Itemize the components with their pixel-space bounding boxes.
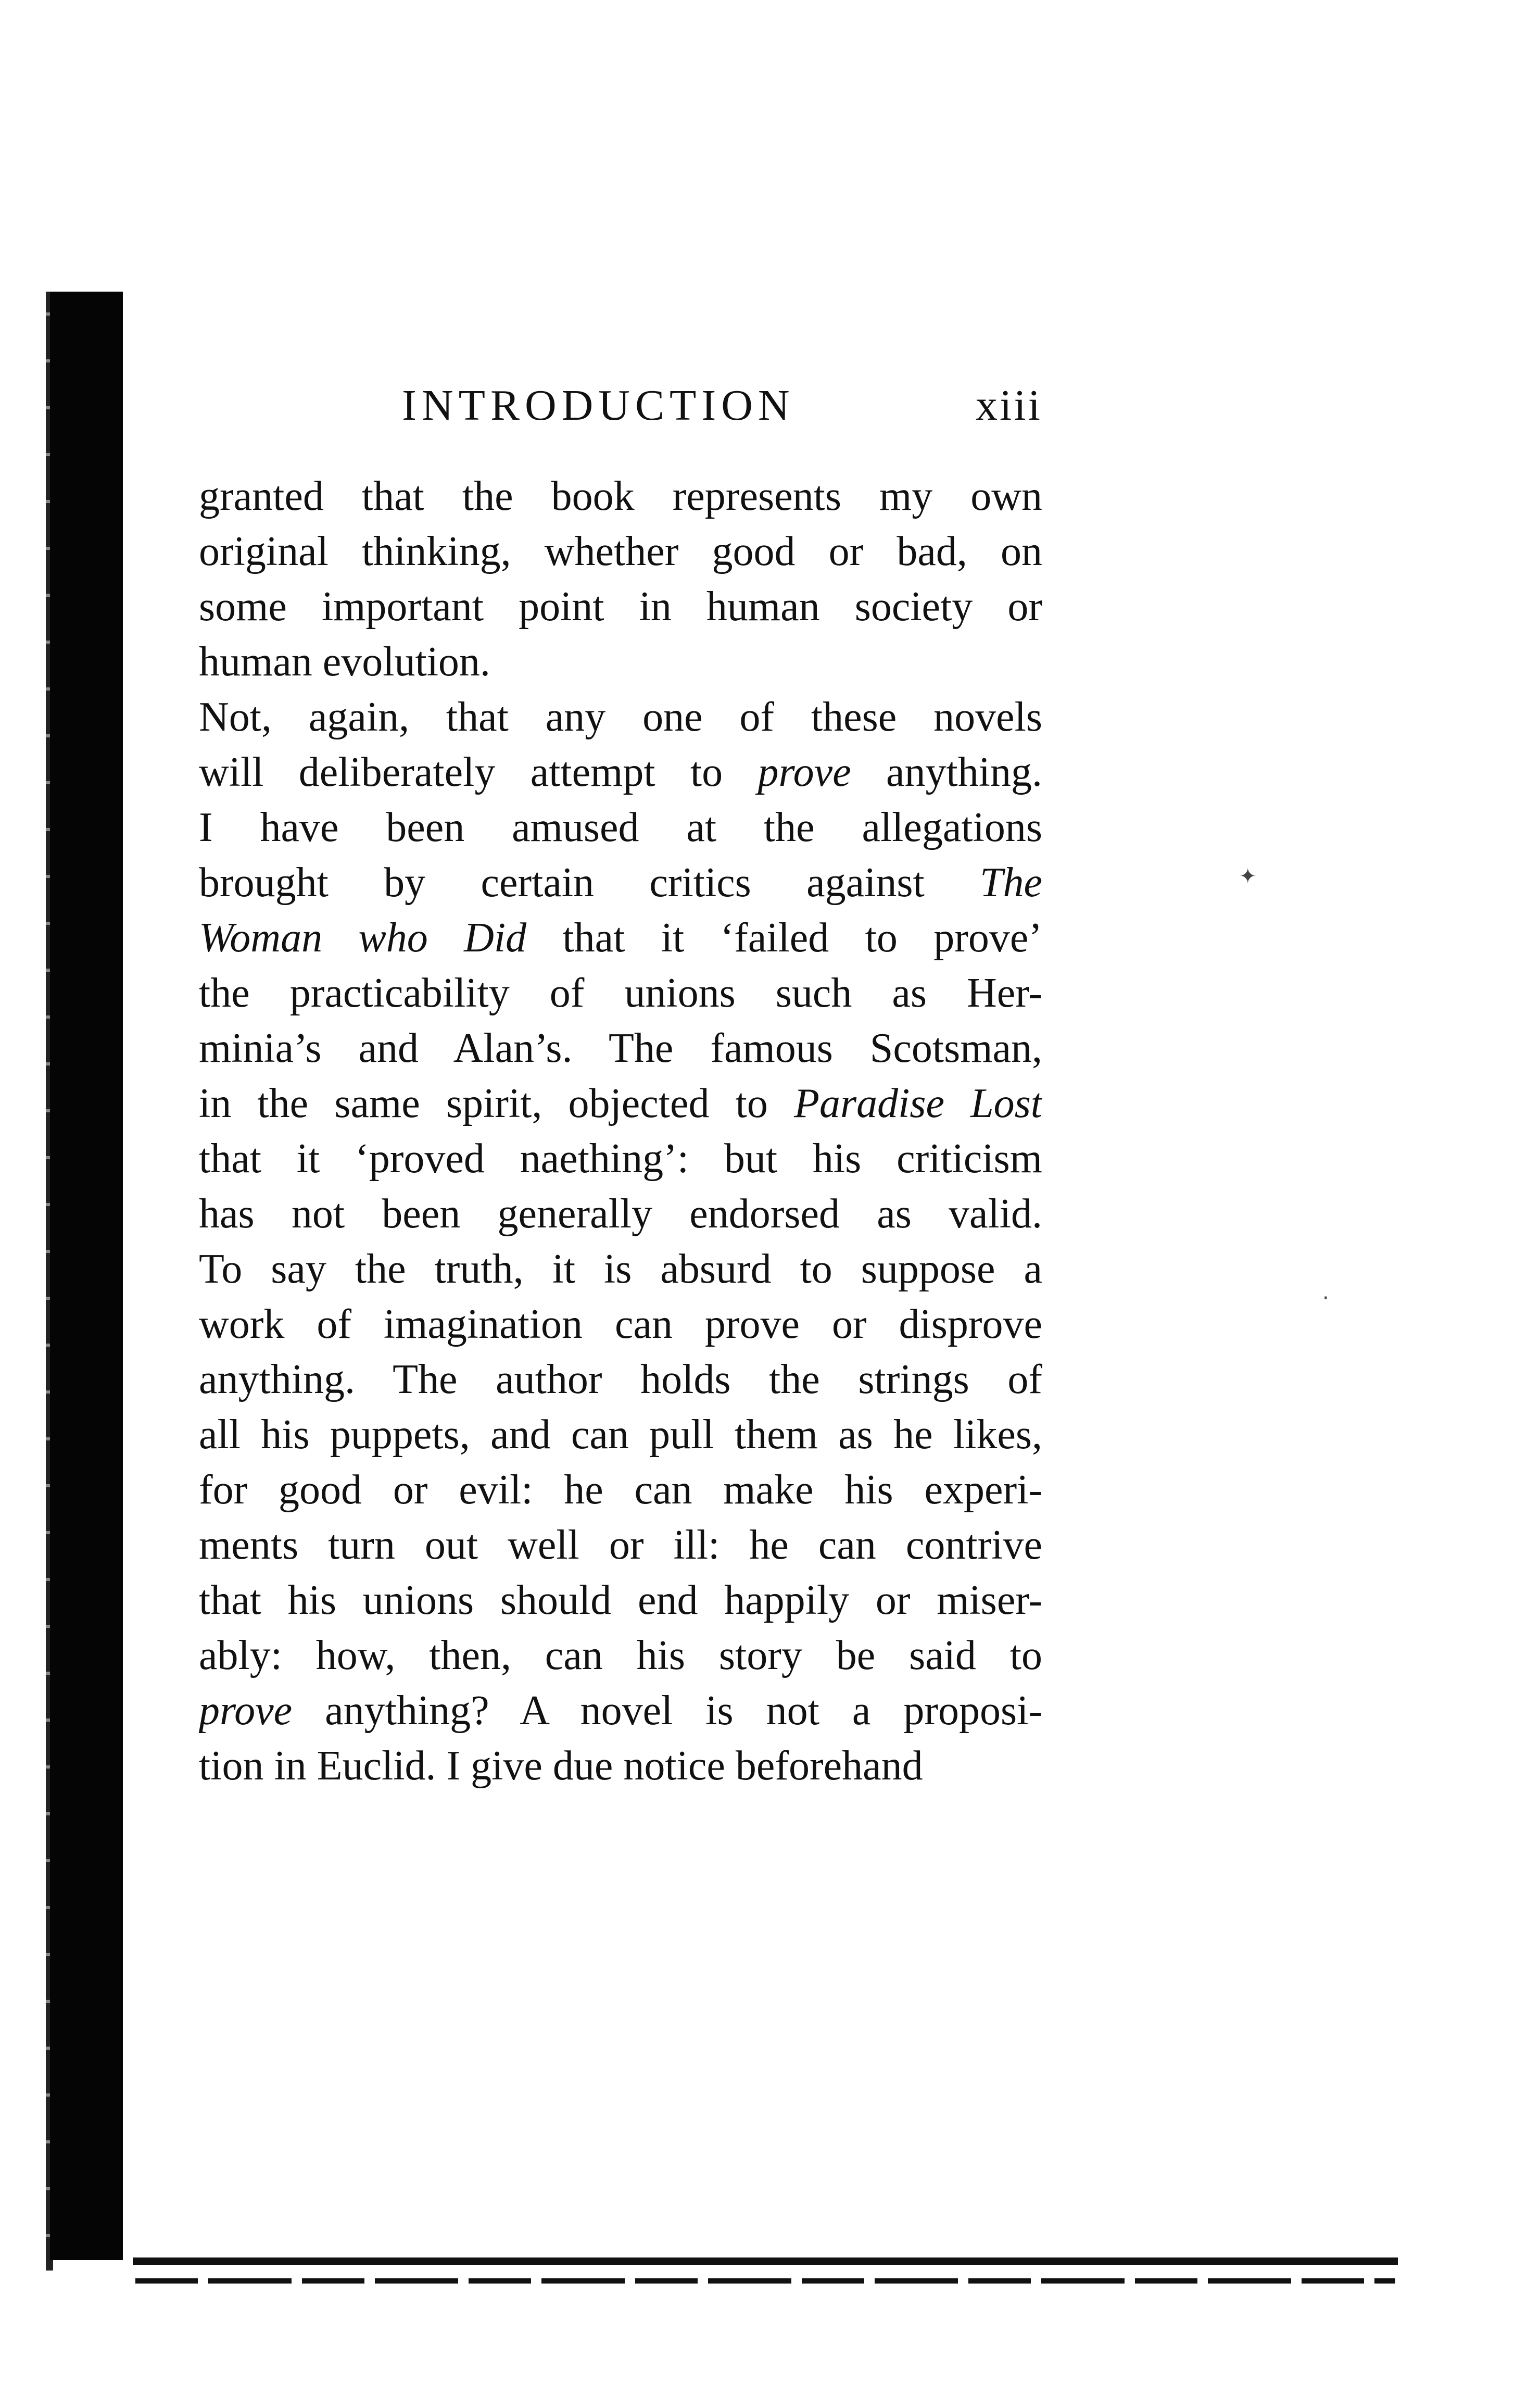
italic-text: Woman who Did <box>199 915 527 961</box>
text-line <box>199 800 1042 855</box>
text-run: all his puppets, and can pull them as he likes, <box>199 1412 1042 1458</box>
text-line <box>199 910 1042 965</box>
text-run: anything. <box>851 749 1042 795</box>
text-line <box>199 1407 1042 1462</box>
paragraph <box>199 689 1042 1793</box>
text-line <box>199 579 1042 634</box>
text-run: that it ‘proved naething’: but his criticism <box>199 1136 1042 1182</box>
text-line <box>199 1297 1042 1352</box>
text-line <box>199 855 1042 910</box>
paragraph <box>199 469 1042 689</box>
text-run: human evolution. <box>199 639 490 685</box>
text-line <box>199 634 1042 689</box>
text-line <box>199 1076 1042 1131</box>
running-title: INTRODUCTION <box>402 381 795 430</box>
text-run: some important point in human society or <box>199 584 1042 630</box>
text-run: in the same spirit, objected to <box>199 1081 794 1126</box>
bottom-rule <box>133 2257 1398 2265</box>
text-line <box>199 1186 1042 1241</box>
text-run: ably: how, then, can his story be said to <box>199 1633 1042 1678</box>
text-run: for good or evil: he can make his experi- <box>199 1467 1042 1513</box>
bottom-rule-lower <box>135 2278 1395 2284</box>
text-run: anything. The author holds the strings of <box>199 1357 1042 1402</box>
text-run: Not, again, that any one of these novels <box>199 694 1042 740</box>
text-run: tion in Euclid. I give due notice beforehand <box>199 1743 923 1789</box>
text-run: has not been generally endorsed as valid. <box>199 1191 1042 1237</box>
spine-shadow <box>50 292 123 2260</box>
text-line <box>199 689 1042 745</box>
text-line <box>199 469 1042 524</box>
text-line <box>199 745 1042 800</box>
text-run: granted that the book represents my own <box>199 473 1042 519</box>
italic-text: prove <box>199 1688 293 1734</box>
text-run: ments turn out well or ill: he can contrive <box>199 1522 1042 1568</box>
text-line <box>199 1573 1042 1628</box>
text-line <box>199 1628 1042 1683</box>
stray-ink-dot: · <box>1322 1286 1329 1310</box>
text-run: original thinking, whether good or bad, on <box>199 529 1042 574</box>
text-line <box>199 1352 1042 1407</box>
italic-text: prove <box>758 749 851 795</box>
text-line <box>199 1241 1042 1297</box>
text-line <box>199 1738 1042 1793</box>
text-run: anything? A novel is not a proposi- <box>292 1688 1042 1734</box>
body-text <box>199 469 1042 1793</box>
text-line <box>199 1462 1042 1517</box>
text-line <box>199 1517 1042 1573</box>
text-line <box>199 1021 1042 1076</box>
text-run: that it ‘failed to prove’ <box>526 915 1042 961</box>
text-line <box>199 965 1042 1021</box>
text-line <box>199 1683 1042 1738</box>
text-line <box>199 524 1042 579</box>
running-head <box>199 380 1042 443</box>
text-line <box>199 1131 1042 1186</box>
text-run: minia’s and Alan’s. The famous Scotsman, <box>199 1025 1042 1071</box>
text-run: brought by certain critics against <box>199 860 980 906</box>
text-run: the practicability of unions such as Her- <box>199 970 1042 1016</box>
text-run: will deliberately attempt to <box>199 749 758 795</box>
text-run: To say the truth, it is absurd to suppose a <box>199 1246 1042 1292</box>
italic-text: The <box>980 860 1042 906</box>
page-number: xiii <box>975 381 1042 430</box>
stray-ink-mark: ✦ <box>1239 864 1257 888</box>
italic-text: Paradise Lost <box>794 1081 1042 1126</box>
text-run: that his unions should end happily or miser- <box>199 1577 1042 1623</box>
text-run: I have been amused at the allegations <box>199 805 1042 850</box>
text-run: work of imagination can prove or disprove <box>199 1301 1042 1347</box>
